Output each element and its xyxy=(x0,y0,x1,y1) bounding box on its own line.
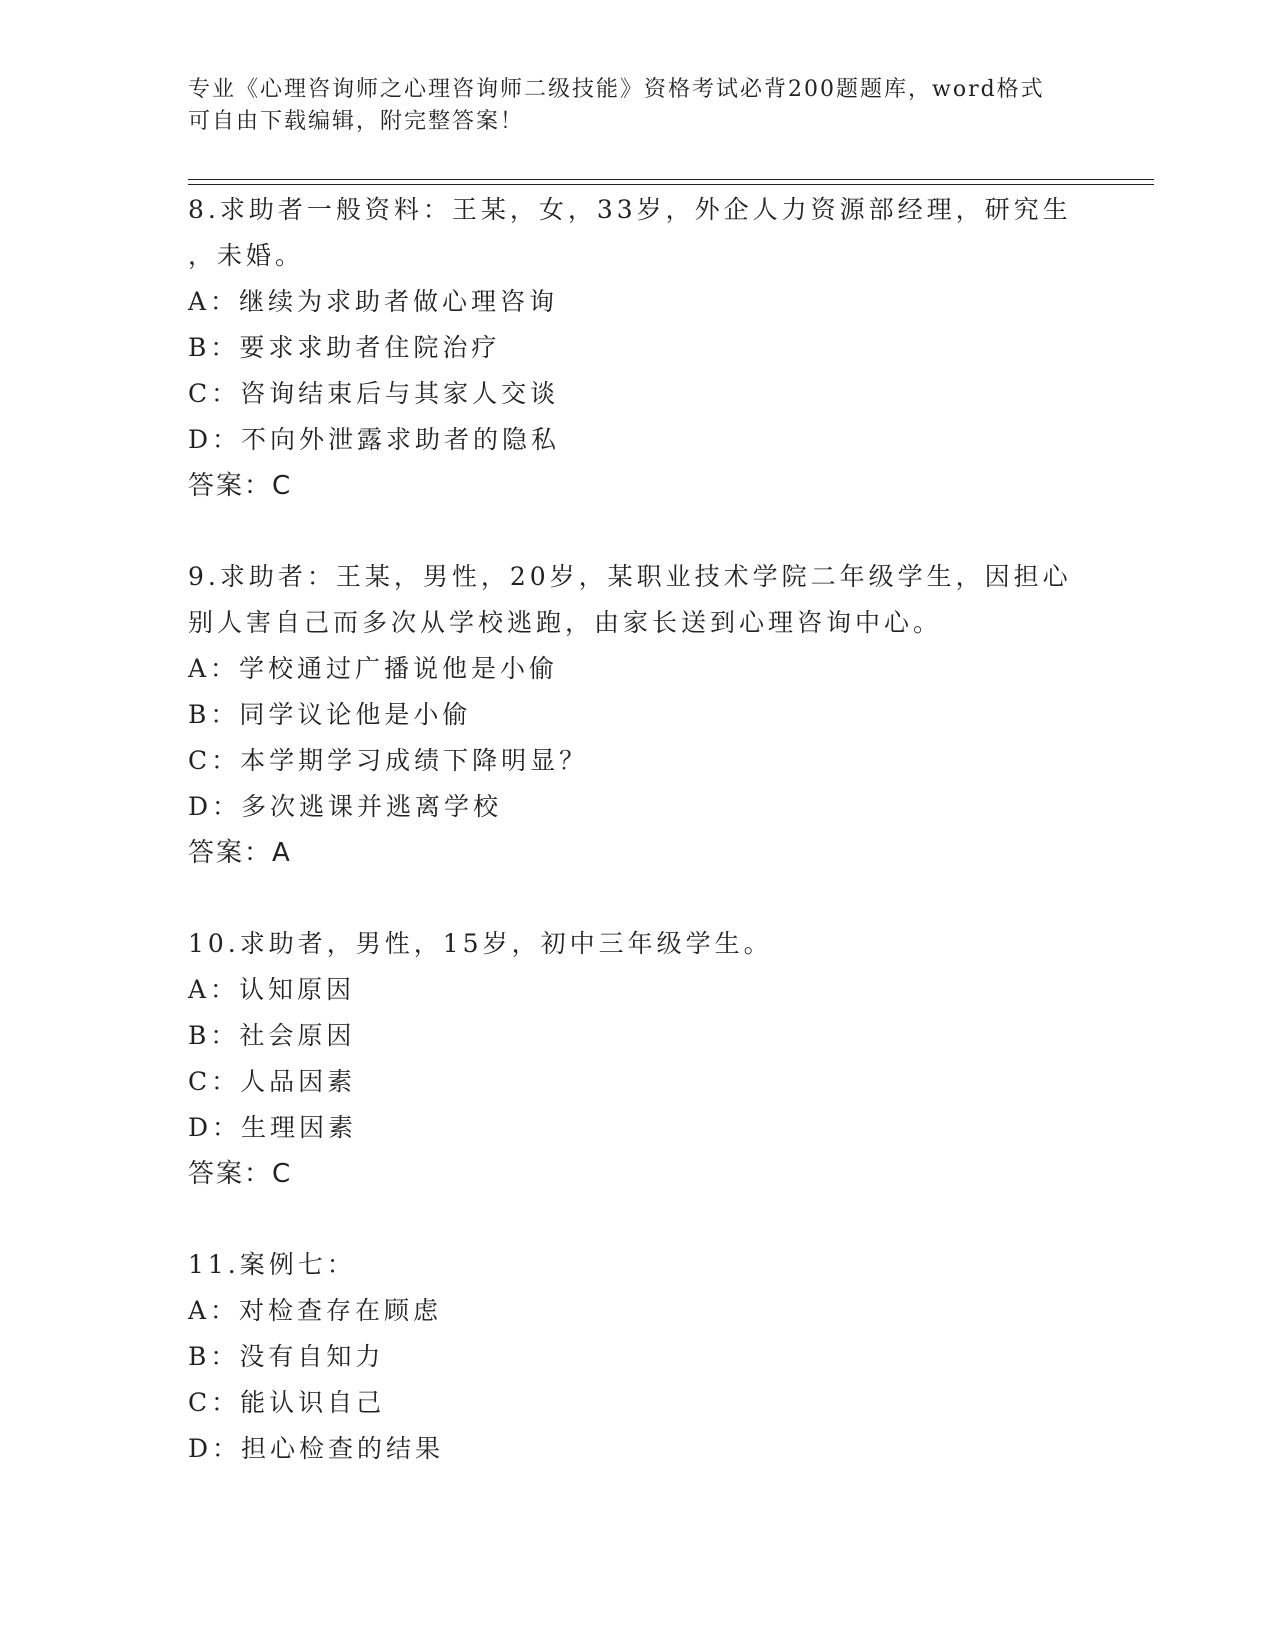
question-8 xyxy=(188,187,1088,509)
header-divider-bottom xyxy=(188,184,1154,185)
question-stem: ，未婚。 xyxy=(188,241,305,270)
option-d: D：不向外泄露求助者的隐私 xyxy=(188,425,561,454)
header-line-2: 可自由下载编辑，附完整答案！ xyxy=(188,109,525,134)
option-d: D：多次逃课并逃离学校 xyxy=(188,792,503,821)
option-a: A：继续为求助者做心理咨询 xyxy=(188,287,559,316)
option-a: A：对检查存在顾虑 xyxy=(188,1296,443,1325)
option-c: C：本学期学习成绩下降明显？ xyxy=(188,746,589,775)
option-d: D：生理因素 xyxy=(188,1113,358,1142)
question-stem: 别人害自己而多次从学校逃跑，由家长送到心理咨询中心。 xyxy=(188,608,943,637)
question-stem: 9.求助者：王某，男性，20岁，某职业技术学院二年级学生，因担心 xyxy=(188,562,1072,591)
question-list xyxy=(188,187,1088,1472)
spacer xyxy=(188,876,1088,921)
header-divider-top xyxy=(188,179,1154,180)
option-b: B：同学议论他是小偷 xyxy=(188,700,472,729)
option-c: C：能认识自己 xyxy=(188,1388,386,1417)
option-a: A：学校通过广播说他是小偷 xyxy=(188,654,559,683)
question-10 xyxy=(188,921,1088,1197)
option-c: C：咨询结束后与其家人交谈 xyxy=(188,379,560,408)
question-9 xyxy=(188,554,1088,876)
spacer xyxy=(188,509,1088,554)
question-11 xyxy=(188,1242,1088,1472)
question-stem: 8.求助者一般资料：王某，女，33岁，外企人力资源部经理，研究生 xyxy=(188,195,1072,224)
answer: 答案：A xyxy=(188,838,292,868)
answer: 答案：C xyxy=(188,471,293,501)
spacer xyxy=(188,1197,1088,1242)
question-stem: 10.求助者，男性，15岁，初中三年级学生。 xyxy=(188,929,773,958)
option-b: B：要求求助者住院治疗 xyxy=(188,333,501,362)
document-header xyxy=(188,74,1088,138)
option-c: C：人品因素 xyxy=(188,1067,357,1096)
option-b: B：没有自知力 xyxy=(188,1342,385,1371)
question-stem: 11.案例七： xyxy=(188,1250,356,1279)
option-d: D：担心检查的结果 xyxy=(188,1434,445,1463)
header-line-1: 专业《心理咨询师之心理咨询师二级技能》资格考试必背200题题库，word格式 xyxy=(188,77,1045,102)
answer: 答案：C xyxy=(188,1159,293,1189)
option-a: A：认知原因 xyxy=(188,975,356,1004)
option-b: B：社会原因 xyxy=(188,1021,356,1050)
